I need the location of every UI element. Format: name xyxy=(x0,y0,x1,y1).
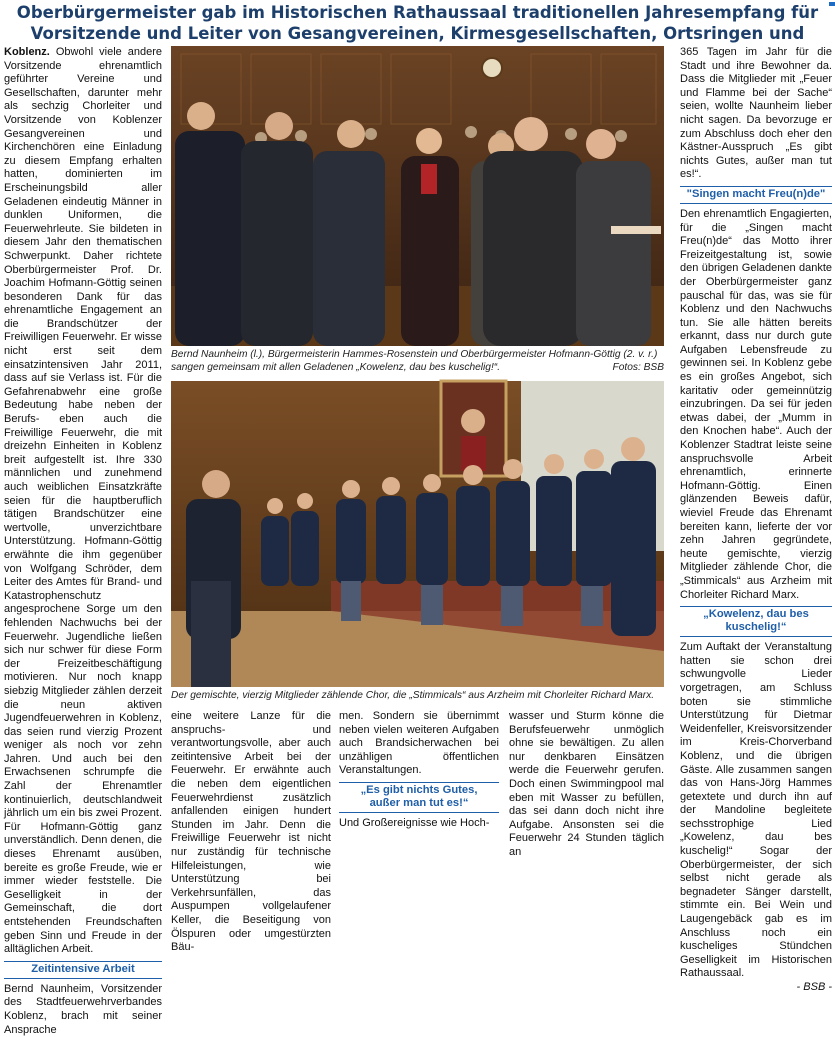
photo-guests-illustration xyxy=(171,46,664,346)
headline-line-1: Oberbürgermeister gab im Historischen Rathaussaal traditionellen Jahresempfang für xyxy=(16,3,819,22)
article-column-bottom-1 xyxy=(171,710,331,955)
paragraph-intro xyxy=(4,46,162,957)
photo-caption-1 xyxy=(171,349,664,374)
article-column-bottom-2 xyxy=(339,710,499,831)
photo-choir-stimmicals xyxy=(171,381,664,687)
photo-choir-illustration xyxy=(171,381,664,687)
paragraph-naunheim: Bernd Naunheim, Vorsitzender des Stadtfeuerwehrverbandes Koblenz, brach mit seiner Ansprache xyxy=(4,982,162,1036)
dateline: Koblenz. xyxy=(4,46,50,58)
photo-guests-singing xyxy=(171,46,664,346)
caption-text-1: Bernd Naunheim (l.), Bürgermeisterin Hammes-Rosenstein und Oberbürgermeister Hofmann-Göttig (2. v. r.) sangen gemeinsam mit allen Geladenen „Kowelenz, dau bes kuschelig!“. xyxy=(171,349,658,373)
article-column-bottom-3 xyxy=(509,710,664,860)
paragraph-grossereignisse: Und Großereignisse wie Hoch- xyxy=(339,816,490,829)
corner-accent xyxy=(829,2,835,6)
photo-credit: Fotos: BSB xyxy=(612,361,664,373)
photo-caption-2: Der gemischte, vierzig Mitglieder zählende Chor, die „Stimmicals“ aus Arzheim mit Chorleiter Richard Marx. xyxy=(171,690,655,701)
subheading-kowelenz: „Kowelenz, dau bes kuschelig!“ xyxy=(680,606,832,637)
paragraph-auftakt: Zum Auftakt der Veranstaltung hatten sie schon drei schwungvolle Lieder vorgetragen, am Schluss boten sie stimmliche Unterstützung für Dietmar Weidenfeller, Kreisvorsitzender im Kreis-Chorverband Koblenz, und die übrigen Gäste. Alle zusammen sangen das von Hans-Jörg Hammes getextete und durch ihn auf der Mandoline begleitete sechsstrophige Lied „Kowelenz, dau bes kuschelig!“ Sogar der Oberbürgermeister, der sich selbst nicht gerade als begnadeter Sänger darstellt, stimmte ein. Bei Wein und Laugengebäck gab es im Anschluss noch ein kuscheliges Stündchen Geselligkeit im Historischen Rathaussaal. xyxy=(680,641,832,980)
paragraph-dank: Den ehrenamtlich Engagierten, für die „Singen macht Freu(n)de“ das Motto ihrer Freizeitgestaltung ist, sowie den übrigen Geladenen dankte der Oberbürgermeister ganz pauschal für das, was sie für Koblenz und den Nachwuchs tun. Sie alle hätten bereits erkannt, dass nur durch gute Aufgaben Lebensfreude zu gewinnen sei. In Koblenz gebe es ein großes Angebot, sich karitativ oder gemeinnützig einzubringen. Da sei für jeden etwas dabei, der „Mumm in den Knochen habe“. Auch der Koblenzer Stadtrat leiste seine anspruchsvolle Arbeit ehrenamtlich, erinnerte Hofmann-Göttig. Einen glänzenden Beweis dafür, wieviel Freude das Ehrenamt bereiten kann, lieferte der vor zehn Jahren gegründete, heute gemischte, vierzig Mitglieder zählende Chor, die „Stimmicals“ aus Arzheim mit Chorleiter Richard Marx. xyxy=(680,207,832,601)
paragraph-brandsicherwachen: men. Sondern sie übernimmt neben vielen weiteren Aufgaben auch Brandsicherwachen bei unzähligen öffentlichen Veranstaltungen. xyxy=(339,710,499,777)
subheading-singen-macht-freunde: "Singen macht Freu(n)de" xyxy=(680,186,832,204)
subheading-zeitintensive-arbeit: Zeitintensive Arbeit xyxy=(4,961,162,979)
subheading-line-1: „Es gibt nichts Gutes, xyxy=(360,783,478,796)
subheading-line-2: außer man tut es!“ xyxy=(369,796,469,809)
author-signature: - BSB - xyxy=(796,981,832,993)
paragraph-lanze: eine weitere Lanze für die anspruchs- und verantwortungsvolle, aber auch zeitintensive Arbeit bei der Feuerwehr. Er erwähnte auch die neben dem eigentlichen Feuerwehrdienst zusätzlich anfallenden einigen hundert Stunden im Jahr. Denn die Freiwillige Feuerwehr ist nicht nur zuständig für technische Hilfeleistungen, wie Unterstützung bei Verkehrsunfällen, das Auspumpen vollgelaufener Keller, die Beseitigung von Ölspuren oder umgestürzten Bäu- xyxy=(171,710,331,954)
article-column-left xyxy=(4,46,162,1037)
intro-text: Obwohl viele andere Vorsitzende ehrenamtlich geführter Vereine und Gesellschaften, darunter mehr als sechzig Chorleiter und Vorsitzende von Koblenzer Gesangvereinen und Kirchenchören eine Einladung zu diesem Empfang erhalten hatten, dominierten im Erscheinungsbild aller Geladenen eindeutig Männer in dunklen Uniformen, die Feuerwehrleute. Sie bildeten in diesem Jahr den thematischen Schwerpunkt. Daher richtete Oberbürgermeister Prof. Dr. Joachim Hofmann-Göttig seinen besonderen Dank für das ehrenamtliche Engagement an die Brandschützer der Freiwilligen Feuerwehr. Er wisse nicht erst seit dem einsatzintensiven Jahr 2011, dass auf sie Verlass ist. Für die Gefahrenabwehr eine große Bedeutung habe neben der Berufs- eben auch die Freiwillige Feuerwehr, die mit dreizehn Einheiten in Koblenz breit aufgestellt ist. Ihre 330 männlichen und zunehmend auch weiblichen Einsatzkräfte seien für die hauptberuflich tätigen Brandschützer eine wertvolle, unverzichtbare Unterstützung. Hofmann-Göttig erwähnte die ihm gegenüber von Wolfgang Schröder, dem Leiter des Amtes für Brand- und Katastrophenschutz angesprochene Sorge um den fehlenden Nachwuchs bei der Feuerwehr. Jugendliche ließen sich nur schwer für diese Form der Freizeitbeschäftigung motivieren. Nur noch knapp siebzig Mitglieder zählen derzeit die neun aktiven Jugendfeuerwehren in Koblenz, das seien rund vierzig Prozent weniger als noch vor zehn Jahren. Und auch bei den Erwachsenen schrumpfe die Zahl der Ehrenamtler kontinuierlich, deutschlandweit jährlich um ein bis zwei Prozent. Für Hofmann-Göttig ganz unverständlich. Denn denen, die dieses Ehrenamt ausüben, bereite es große Freude, wie er immer wieder feststelle. Die Geselligkeit in der Gemeinschaft, die dort entstehenden Freundschaften geben Sinn und Freude in der alltäglichen Arbeit. xyxy=(4,46,162,956)
paragraph-hochwasser: wasser und Sturm könne die Berufsfeuerwehr unmöglich ohne sie bewältigen. Zu allen nur denkbaren Einsätzen werde die Feuerwehr gerufen. Doch einen Swimmingpool mal eben mit Wasser zu befüllen, das sei dann doch nicht ihre Aufgabe. Ansonsten sei die Feuerwehr 24 Stunden täglich an xyxy=(509,710,664,858)
subheading-es-gibt-nichts-gutes xyxy=(339,782,499,813)
paragraph-365-tage: 365 Tagen im Jahr für die Stadt und ihre Bewohner da. Dass die Mitglieder mit „Feuer und Flamme bei der Sache“ seien, wollte Naunheim lieber nicht sagen. Da bevorzuge er zum Abschluss doch eher den Kästner-Ausspruch „Es gibt nichts Gutes, außer man tut es!“. xyxy=(680,46,832,181)
article-column-right xyxy=(680,46,832,995)
headline-line-2: Vorsitzende und Leiter von Gesangvereinen, Kirmesgesellschaften, Ortsringen und xyxy=(30,24,805,43)
